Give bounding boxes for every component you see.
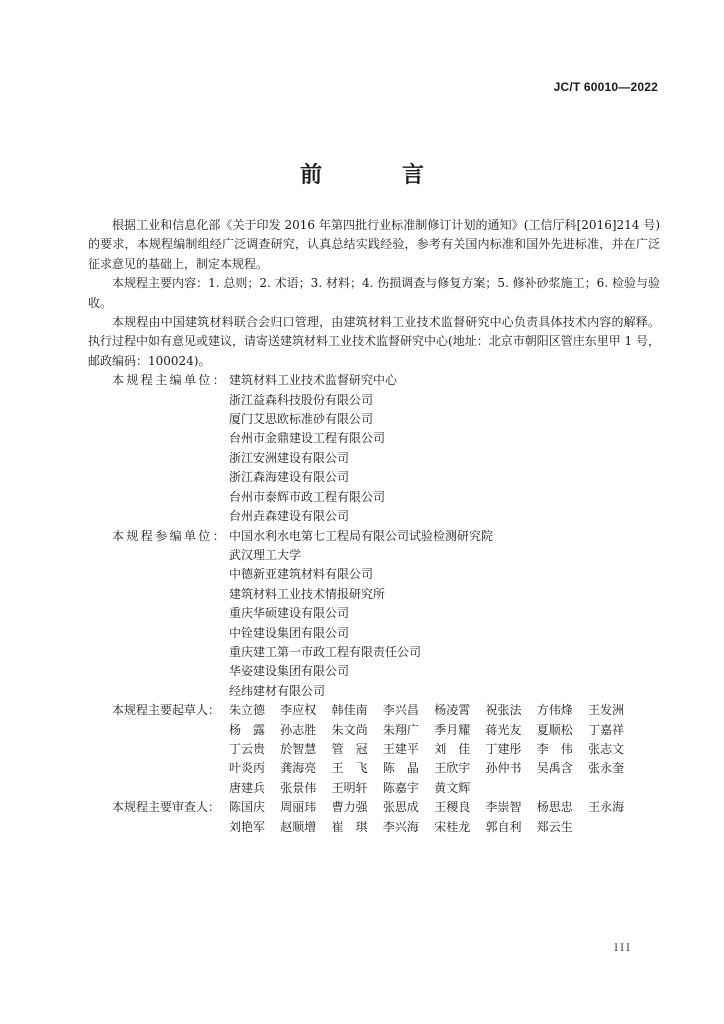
drafter-name: 吴禹含 [536, 761, 573, 776]
chief-unit-item: 浙江安洲建设有限公司 [229, 450, 350, 465]
chief-unit-item: 台州垚森建设有限公司 [229, 509, 350, 524]
drafter-name: 杨 露 [229, 722, 266, 737]
paragraph-background: 根据工业和信息化部《关于印发 2016 年第四批行业标准制修订计划的通知》(工信厅科[2016]214 号)的要求，本规程编制组经广泛调查研究，认真总结实践经验，参考有关国内标准和国外先进标准，并在广泛征求意见的基础上，制定本规程。 [88, 218, 660, 271]
reviewer-name: 郑云生 [536, 819, 573, 834]
participating-unit-item: 重庆建工第一市政工程有限责任公司 [229, 644, 422, 659]
reviewer-name: 曹力强 [331, 800, 368, 815]
drafter-name: 陈嘉宇 [382, 780, 419, 795]
drafter-name: 李应权 [280, 703, 317, 718]
drafter-name: 蒋光友 [485, 722, 522, 737]
participating-unit-item: 重庆华硕建设有限公司 [229, 606, 350, 621]
reviewer-name: 王稷良 [434, 800, 471, 815]
drafter-name: 朱文尚 [331, 722, 368, 737]
drafter-name: 季月耀 [434, 722, 471, 737]
reviewer-name: 李崇智 [485, 800, 522, 815]
drafter-name: 孙仲书 [485, 761, 522, 776]
drafter-name: 陈 晶 [382, 761, 419, 776]
document-code: JC/T 60010—2022 [553, 80, 658, 94]
drafter-name: 李兴昌 [382, 703, 419, 718]
drafter-name: 夏顺松 [536, 722, 573, 737]
drafter-name: 朱翔广 [382, 722, 419, 737]
chief-unit-item: 建筑材料工业技术监督研究中心 [229, 373, 398, 388]
drafter-name: 王建平 [382, 741, 419, 756]
drafter-name: 张景伟 [280, 780, 317, 795]
page-number: III [614, 943, 632, 954]
drafter-name: 刘 佳 [434, 741, 471, 756]
reviewer-name: 刘艳军 [229, 819, 266, 834]
chief-unit-item: 台州市金鼎建设工程有限公司 [229, 431, 386, 446]
drafter-name: 叶炎丙 [229, 761, 266, 776]
reviewer-name: 周丽玮 [280, 800, 317, 815]
participating-units-label: 本规程参编单位： [112, 528, 228, 543]
drafter-name: 丁云贵 [229, 741, 266, 756]
reviewer-name: 陈国庆 [229, 800, 266, 815]
reviewer-name: 王永海 [588, 800, 625, 815]
participating-unit-item: 中国水利水电第七工程局有限公司试验检测研究院 [229, 528, 494, 543]
drafter-name: 黄文辉 [434, 780, 471, 795]
preface-content [88, 216, 660, 837]
participating-unit-item: 武汉理工大学 [229, 547, 302, 562]
drafters-section [88, 701, 660, 798]
drafter-name: 朱立德 [229, 703, 266, 718]
drafter-name: 於智慧 [280, 741, 317, 756]
page-title: 前 言 [300, 162, 460, 188]
drafter-name: 方伟烽 [536, 703, 573, 718]
reviewer-name: 郭自利 [485, 819, 522, 834]
drafter-name: 祝张法 [485, 703, 522, 718]
reviewer-name: 李兴海 [382, 819, 419, 834]
drafter-name: 丁建彤 [485, 741, 522, 756]
drafter-name: 王 飞 [331, 761, 368, 776]
drafter-name: 李 伟 [536, 741, 573, 756]
drafters-label: 本规程主要起草人： [112, 703, 221, 718]
drafter-name: 管 冠 [331, 741, 368, 756]
chief-unit-item: 台州市泰辉市政工程有限公司 [229, 489, 386, 504]
drafters-list [229, 701, 660, 798]
drafter-name: 杨凌霄 [434, 703, 471, 718]
participating-units-list [229, 527, 660, 702]
reviewers-section [88, 798, 660, 837]
reviewers-list [229, 798, 660, 837]
paragraph-management: 本规程由中国建筑材料联合会归口管理，由建筑材料工业技术监督研究中心负责具体技术内容的解释。执行过程中如有意见或建议，请寄送建筑材料工业技术监督研究中心(地址：北京市朝阳区管庄东里甲 1 号，邮政编码：100024)。 [88, 315, 660, 368]
chief-units-label: 本规程主编单位： [112, 373, 228, 388]
drafter-name: 张志文 [588, 741, 625, 756]
reviewer-name: 宋桂龙 [434, 819, 471, 834]
reviewer-name: 崔 琪 [331, 819, 368, 834]
drafter-name: 孙志胜 [280, 722, 317, 737]
participating-unit-item: 建筑材料工业技术情报研究所 [229, 586, 386, 601]
reviewer-name: 杨思忠 [536, 800, 573, 815]
drafter-name: 丁嘉祥 [588, 722, 625, 737]
drafter-name: 王明轩 [331, 780, 368, 795]
drafter-name: 唐建兵 [229, 780, 266, 795]
chief-units-list [229, 371, 660, 526]
participating-unit-item: 中德新亚建筑材料有限公司 [229, 567, 374, 582]
reviewers-label: 本规程主要审查人： [112, 800, 221, 815]
drafter-name: 王欣宇 [434, 761, 471, 776]
drafter-name: 韩佳南 [331, 703, 368, 718]
drafter-name: 张永奎 [588, 761, 625, 776]
reviewer-name: 张思成 [382, 800, 419, 815]
participating-unit-item: 经纬建材有限公司 [229, 683, 326, 698]
chief-unit-item: 浙江益森科技股份有限公司 [229, 392, 374, 407]
drafter-name: 龚海亮 [280, 761, 317, 776]
reviewer-name: 赵顺增 [280, 819, 317, 834]
participating-unit-item: 华姿建设集团有限公司 [229, 664, 350, 679]
participating-units-section [88, 527, 660, 702]
chief-unit-item: 厦门艾思欧标准砂有限公司 [229, 412, 374, 427]
drafter-name: 王发洲 [588, 703, 625, 718]
chief-units-section [88, 371, 660, 526]
paragraph-contents: 本规程主要内容：1. 总则；2. 术语；3. 材料；4. 伤损调查与修复方案；5. 修补砂浆施工；6. 检验与验收。 [88, 276, 660, 310]
chief-unit-item: 浙江森海建设有限公司 [229, 470, 350, 485]
participating-unit-item: 中铨建设集团有限公司 [229, 625, 350, 640]
